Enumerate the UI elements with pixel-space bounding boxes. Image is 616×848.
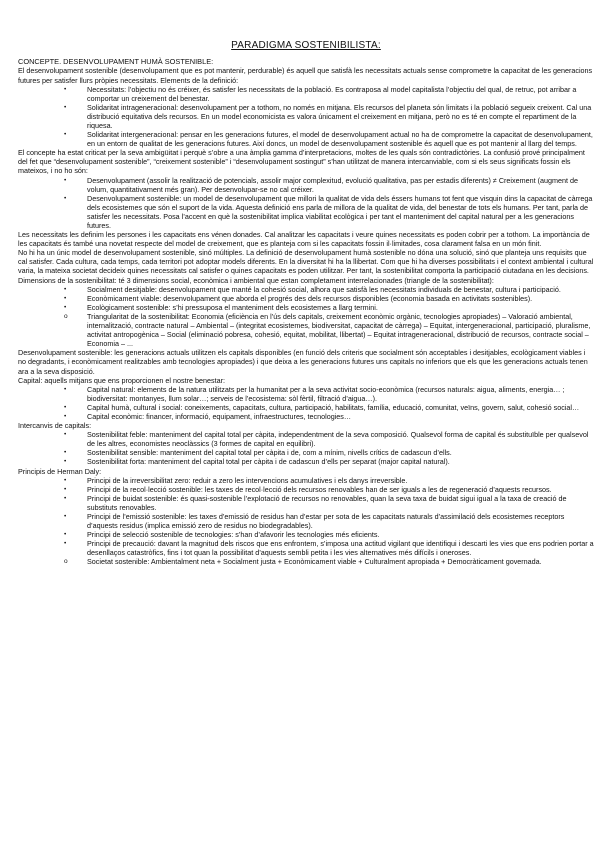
list-item-text: Principi de selecció sostenible de tecnologies: s’han d’afavorir les tecnologies més eficients. (87, 530, 380, 540)
bullet-list (18, 430, 594, 466)
paragraph: Desenvolupament sostenible: les generacions actuals utilitzen els capitals disponibles (en funció dels criteris que socialment són acceptables i desitjables, ecològicament viables i no degradants, i econòmicament realitzables amb tecnologies apropiades) i que deixa a les generacions futures uns capitals no inferiors que els que les generacions actuals tenen ara a la seva disposició. (18, 348, 588, 376)
bullet-list (18, 85, 594, 149)
list-item-text: Sostenibilitat forta: manteniment del capital total per càpita i de cadascun d’ells per separat (major capital natural). (87, 457, 450, 467)
list-item (18, 530, 594, 539)
paragraph: Principis de Herman Daly: (18, 466, 102, 476)
list-item (18, 448, 594, 457)
list-item-text: Principi de l’emissió sostenible: les taxes d’emissió de residus han d’estar per sota de les capacitats naturals d’assimilació dels ecosistemes receptors d’aquests residus (implica emissió zero de residus no biodegradables). (87, 512, 565, 531)
list-item (18, 176, 594, 194)
paragraph: El concepte ha estat criticat per la seva ambigüitat i perquè s’obre a una àmplia gamma d’interpretacions, moltes de les quals són contradictòries. La confusió prové principalment del fet que “desenvolupament sostenible”, “creixement sostenible” i “desenvolupament sostingut” s’han utilitzat de manera intercanviable, com si els seus significats fossin els mateixos, i no ho són: (18, 148, 585, 176)
paragraph: El desenvolupament sostenible (desenvolupament que es pot mantenir, perdurable) és aquell que satisfà les necessitats actuals sense comprometre la capacitat de les generacions futures per satisfer llurs pròpies necessitats. Elements de la definició: (18, 66, 593, 85)
bullet-icon: • (64, 458, 67, 466)
paragraph: Les necessitats les definim les persones i les capacitats ens vénen donades. Cal analitzar les capacitats i veure quines necessitats es poden cobrir per a tothom. La importància de les capacitats és també una novetat respecte del model de creixement, que es planteja com si les capacitats fossin il·limitades, cosa clarament falsa en un món finit. (18, 230, 590, 249)
bullet-icon: • (64, 285, 67, 293)
bullet-icon: • (64, 531, 67, 539)
list-item (18, 385, 594, 403)
paragraph: Intercanvis de capitals: (18, 421, 92, 431)
list-item-text: Sostenibilitat sensible: manteniment del capital total per càpita i de, com a mínim, nivells crítics de cadascun d’ells. (87, 448, 452, 458)
list-item (18, 303, 594, 312)
list-item-text: Solidaritat intrageneracional: desenvolupament per a tothom, no només en mitjana. Els recursos del planeta són limitats i la població segueix creixent. Cal una distribució equitativa dels recursos. En un model economicista es valora únicament el creixement en mitjana, però no es té en compte el repartiment de la riquesa. (87, 102, 592, 130)
list-item (18, 557, 594, 566)
list-item (18, 539, 594, 557)
list-item (18, 512, 594, 530)
list-item-text: Desenvolupament sostenible: un model de desenvolupament que millori la qualitat de vida dels éssers humans tot fent que visquin dins la capacitat de càrrega dels ecosistemes que són el suport de la vida. Aquesta definició ens parla de millora de la qualitat de vida, del benestar de tots els humans. Per tant, parla de satisfer les necessitats. Posa l’accent en què la sostenibilitat implica viabilitat ecològica i per tant el manteniment del capital natural per a les generacions futures. (87, 193, 593, 230)
list-item-text: Ecològicament sostenible: s’hi pressuposa el manteniment dels ecosistemes a llarg termini. (87, 302, 378, 312)
list-item-text: Capital econòmic: financer, informació, equipament, infraestructures, tecnologies… (87, 411, 352, 421)
bullet-icon: • (64, 513, 67, 520)
page-title: PARADIGMA SOSTENIBILISTA: (231, 40, 381, 51)
circle-bullet-icon: o (64, 312, 68, 320)
bullet-icon: • (64, 103, 67, 111)
list-item (18, 476, 594, 485)
list-item (18, 285, 594, 294)
document-body (18, 57, 594, 567)
bullet-icon: • (64, 303, 67, 311)
bullet-icon: • (64, 385, 67, 393)
list-item (18, 85, 594, 103)
bullet-icon: • (64, 476, 67, 484)
list-item-text: Capital natural: elements de la natura utilitzats per la humanitat per a la seva activitat socio-econòmica (recursos naturals: aigua, aliments, energia… ; biodiversitat: montanyes, llum solar…; serveis de l’ecosistema: sòl fèrtil, filtració d’aigua…). (87, 384, 565, 403)
list-item-text: Econòmicament viable: desenvolupament que aborda el progrés des dels recursos disponibles (economia basada en activitats sostenibles). (87, 293, 533, 303)
list-item-text: Principi de la recol·lecció sostenible: les taxes de recol·lecció dels recursos renovables han de ser iguals a les de regeneració d’aquests recursos. (87, 484, 552, 494)
list-item-text: Principi de precaució: davant la magnitud dels riscos que ens enfrontem, s’imposa una actitud vigilant que identifiqui i descarti les vies que ens podrien portar a desenllaços catastròfics, fins i tot quan la possibilitat d’aquests sembli petita i les vies alternatives més difícils i oneroses. (87, 539, 594, 558)
paragraph: Dimensions de la sostenibilitat: té 3 dimensions social, econòmica i ambiental que estan completament interrelacionades (triangle de la sostenibilitat): (18, 275, 494, 285)
list-item (18, 412, 594, 421)
list-item (18, 294, 594, 303)
list-item (18, 430, 594, 448)
list-item-text: Capital humà, cultural i social: coneixements, capacitats, cultura, participació, habilitats, família, educació, comunitat, veïns, govern, salut, cohesió social… (87, 402, 580, 412)
bullet-icon: • (64, 194, 67, 202)
list-item (18, 457, 594, 466)
list-item-text: Principi de buidat sostenible: és quasi-sostenible l’explotació de recursos no renovables, quan la seva taxa de buidat sigui igual a la taxa de creació de substituts renovables. (87, 493, 567, 512)
bullet-icon: • (64, 176, 67, 184)
list-item (18, 130, 594, 148)
bullet-icon: • (64, 294, 67, 302)
list-item (18, 103, 594, 130)
bullet-icon: • (64, 485, 67, 493)
bullet-icon: • (64, 412, 67, 420)
list-item-text: Desenvolupament (assolir la realització de potencials, assolir major complexitud, evolució qualitativa, pas per estadis diferents) ≠ Creixement (augment de volum, quantitativament més gran). Per desenvolupar-se no cal créixer. (87, 175, 578, 194)
list-item-text: Sostenibilitat feble: manteniment del capital total per càpita, independentment de la seva composició. Qualsevol forma de capital és substituïble per qualsevol de les altres, economistes neoclàssics (3 formes de capital en equilibri). (87, 430, 589, 449)
list-item (18, 403, 594, 412)
bullet-icon: • (64, 131, 67, 139)
list-item (18, 312, 594, 348)
paragraph: Capital: aquells mitjans que ens proporcionen el nostre benestar: (18, 375, 225, 385)
bullet-icon: • (64, 431, 67, 439)
list-item-text: Necessitats: l’objectiu no és créixer, és satisfer les necessitats de la població. Es contraposa al model capitalista l’objectiu del qual, de retruc, pot arribar a comportar un creixement del benestar. (87, 84, 577, 103)
bullet-list (18, 385, 594, 421)
bullet-icon: • (64, 85, 67, 93)
paragraph: No hi ha un únic model de desenvolupament sostenible, sinó múltiples. La definició de desenvolupament humà sostenible no dóna una solució, sinó que planteja uns requisits que cal satisfer. Cada cultura, cada temps, cada territori pot adoptar models diferents. En la diversitat hi ha la llibertat. Com que hi ha diverses possibilitats i el context ambiental i cultural varia, la mateixa societat decideix quines necessitats cal satisfer o quines capacitats es poden utilitzar. Per tant, la sostenibilitat comporta la participació ciutadana en les decisions. (18, 248, 594, 276)
list-item (18, 194, 594, 230)
list-item-text: Socialment desitjable: desenvolupament que manté la cohesió social, alhora que satisfà les necessitats individuals de benestar, cultura i participació. (87, 284, 561, 294)
circle-bullet-icon: o (64, 558, 68, 566)
bullet-icon: • (64, 403, 67, 411)
list-item-text: Societat sostenible: Ambientalment neta + Socialment justa + Econòmicament viable + Culturalment apropiada + Democràticament governada. (87, 557, 542, 567)
bullet-icon: • (64, 540, 67, 548)
bullet-icon: • (64, 494, 67, 502)
list-item-text: Solidaritat intergeneracional: pensar en les generacions futures, el model de desenvolupament actual no ha de comprometre la capacitat de desenvolupament, en un entorn de qualitat de les generacions futures. Així doncs, un model de desenvolupament sostenible és aquell que es pot mantenir al llarg del temps. (87, 130, 593, 149)
section-heading: CONCEPTE. DESENVOLUPAMENT HUMÀ SOSTENIBLE: (18, 57, 214, 66)
list-item (18, 485, 594, 494)
list-item (18, 494, 594, 512)
list-item-text: Triangularitat de la sostenibilitat: Economia (eficiència en l’ús dels capitals, creixement econòmic orgànic, tecnologies apropiades) – Valoració ambiental, internalització, contracte natural – Ambiental – (integritat ecosistemes, biodiversitat, capacitat de càrrega) – Equitat, intergeneracional, participació, pluralisme, activitat antropogènica – Social (eliminació pobresa, cohesió, equitat, mobilitat, llibertat) – Equitat intrageneracional, distribució de recursos, contracte social – Economia – ... (87, 311, 591, 349)
bullet-list (18, 176, 594, 231)
bullet-icon: • (64, 449, 67, 457)
bullet-list (18, 285, 594, 349)
list-item-text: Principi de la irreversibilitat zero: reduir a zero les intervencions acumulatives i els danys irreversible. (87, 475, 408, 485)
bullet-list (18, 476, 594, 567)
